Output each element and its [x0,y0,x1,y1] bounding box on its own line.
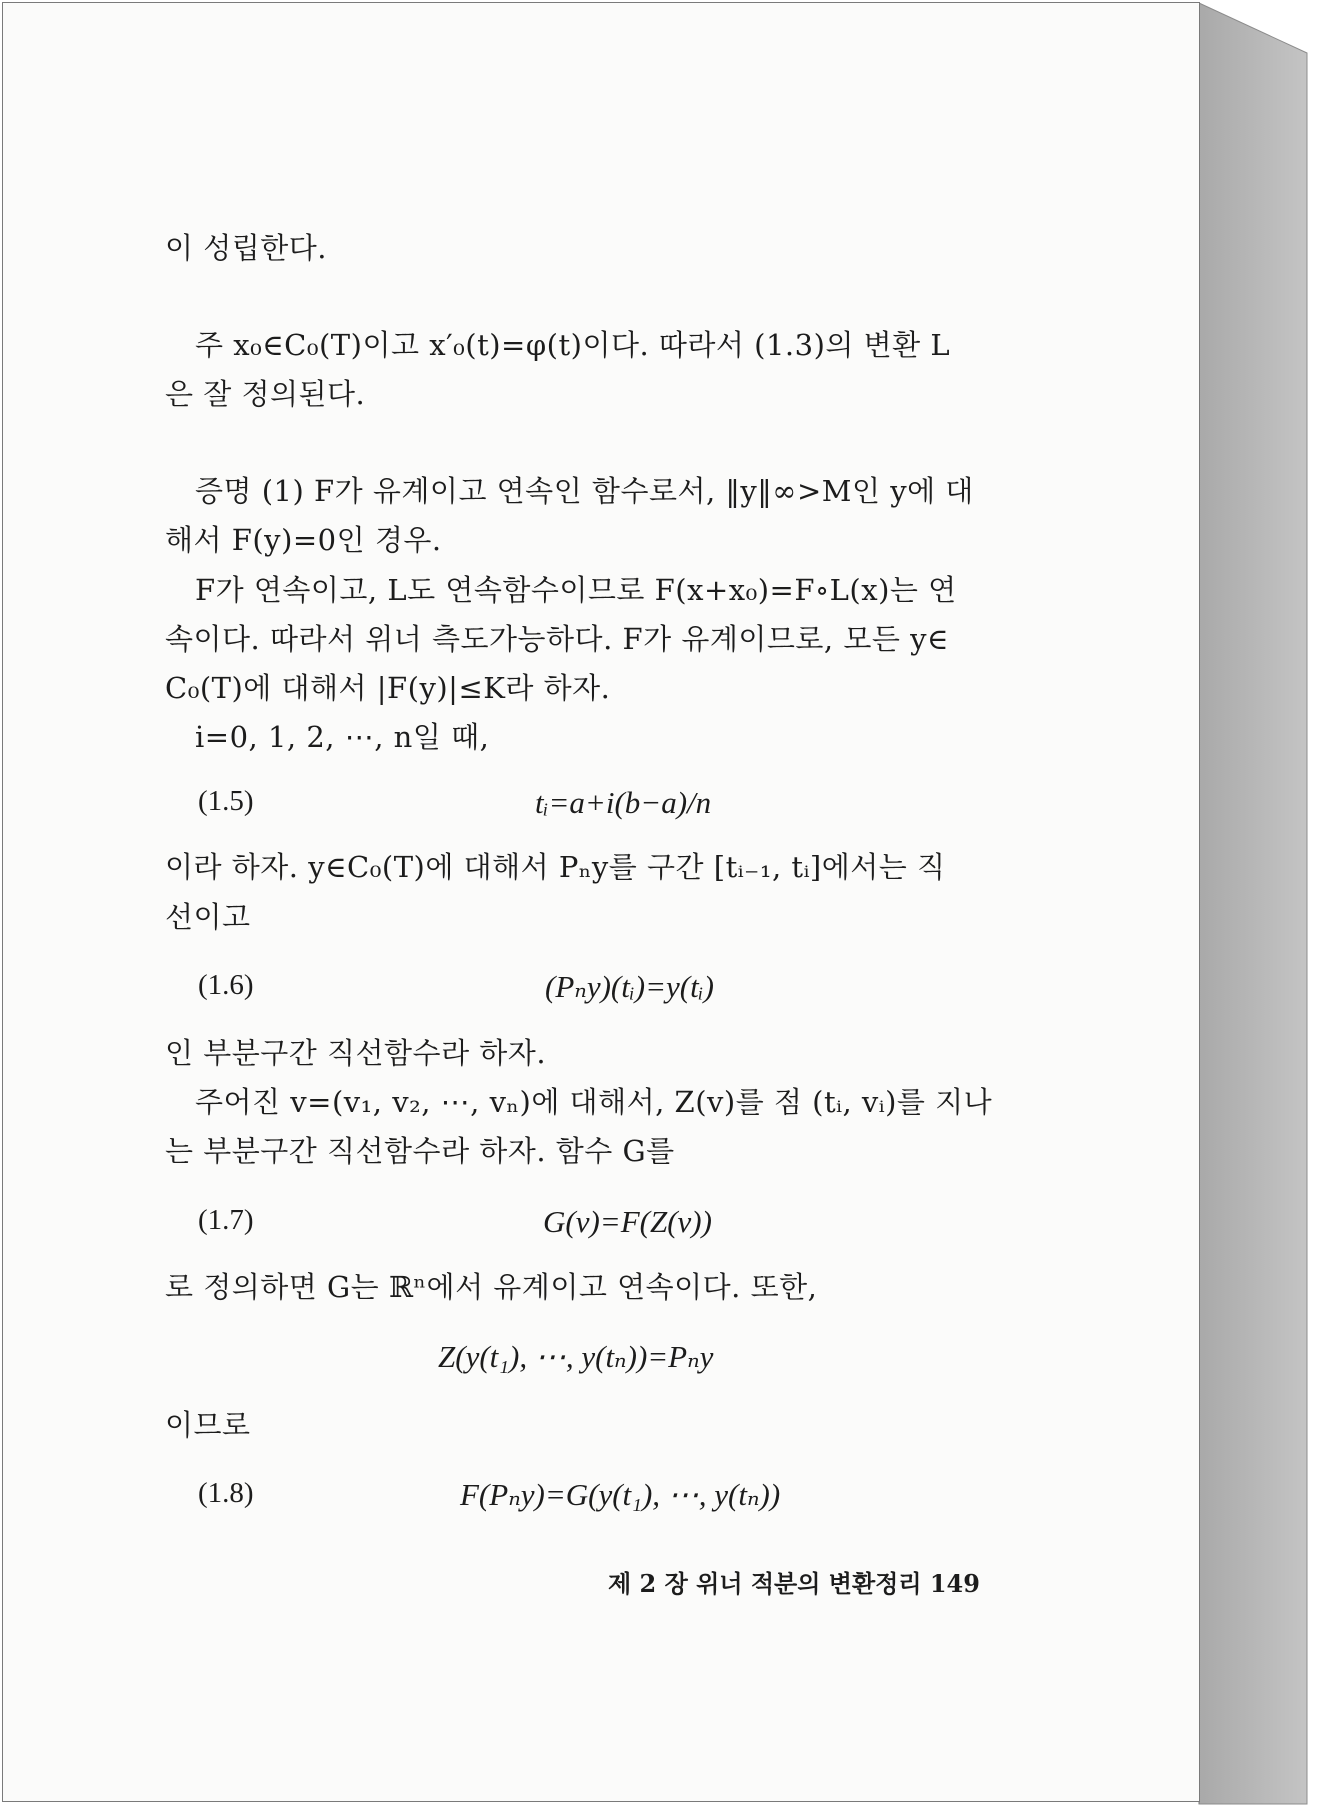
equation-1-7: G(v)=F(Z(v)) [543,1204,712,1239]
equation-1-8: F(Pₙy)=G(y(t₁), ⋯, y(tₙ)) [460,1477,781,1512]
text-line-15: 로 정의하면 G는 ℝⁿ에서 유계이고 연속이다. 또한, [165,1270,818,1304]
text-line-10: 이라 하자. y∈C₀(T)에 대해서 Pₙy를 구간 [tᵢ₋₁, tᵢ]에서는 직 [165,850,946,884]
text-line-9: i=0, 1, 2, ⋯, n일 때, [195,720,490,754]
text-line-7: 속이다. 따라서 위너 측도가능하다. F가 유계이므로, 모든 y∈ [165,622,949,656]
equation-number-1-8: (1.8) [198,1477,254,1509]
text-line-2: 주 x₀∈C₀(T)이고 x′₀(t)=φ(t)이다. 따라서 (1.3)의 변환 L [195,328,951,362]
text-line-1: 이 성립한다. [165,231,328,265]
text-line-4: 증명 (1) F가 유계이고 연속인 함수로서, ‖y‖∞>M인 y에 대 [195,474,974,508]
text-line-16: 이므로 [165,1408,251,1442]
equation-1-5: tᵢ=a+i(b−a)/n [535,785,712,820]
book-side-edge [1199,3,1307,1804]
equation-number-1-7: (1.7) [198,1204,254,1236]
text-line-11: 선이고 [165,900,251,934]
text-line-12: 인 부분구간 직선함수라 하자. [165,1036,547,1070]
text-line-6: F가 연속이고, L도 연속함수이므로 F(x+x₀)=F∘L(x)는 연 [195,573,957,607]
text-line-14: 는 부분구간 직선함수라 하자. 함수 G를 [165,1134,675,1168]
equation-number-1-5: (1.5) [198,785,254,817]
text-line-13: 주어진 v=(v₁, v₂, ⋯, vₙ)에 대해서, Z(v)를 점 (tᵢ, vᵢ)를 지나 [195,1085,993,1119]
text-line-3: 은 잘 정의된다. [165,377,366,411]
equation-unnumbered: Z(y(t₁), ⋯, y(tₙ))=Pₙy [438,1339,714,1374]
page-footer: 제 2 장 위너 적분의 변환정리 149 [608,1569,980,1598]
text-line-8: C₀(T)에 대해서 |F(y)|≤K라 하자. [165,671,611,705]
equation-1-6: (Pₙy)(tᵢ)=y(tᵢ) [545,969,714,1004]
text-line-5: 해서 F(y)=0인 경우. [165,523,442,557]
equation-number-1-6: (1.6) [198,969,254,1001]
